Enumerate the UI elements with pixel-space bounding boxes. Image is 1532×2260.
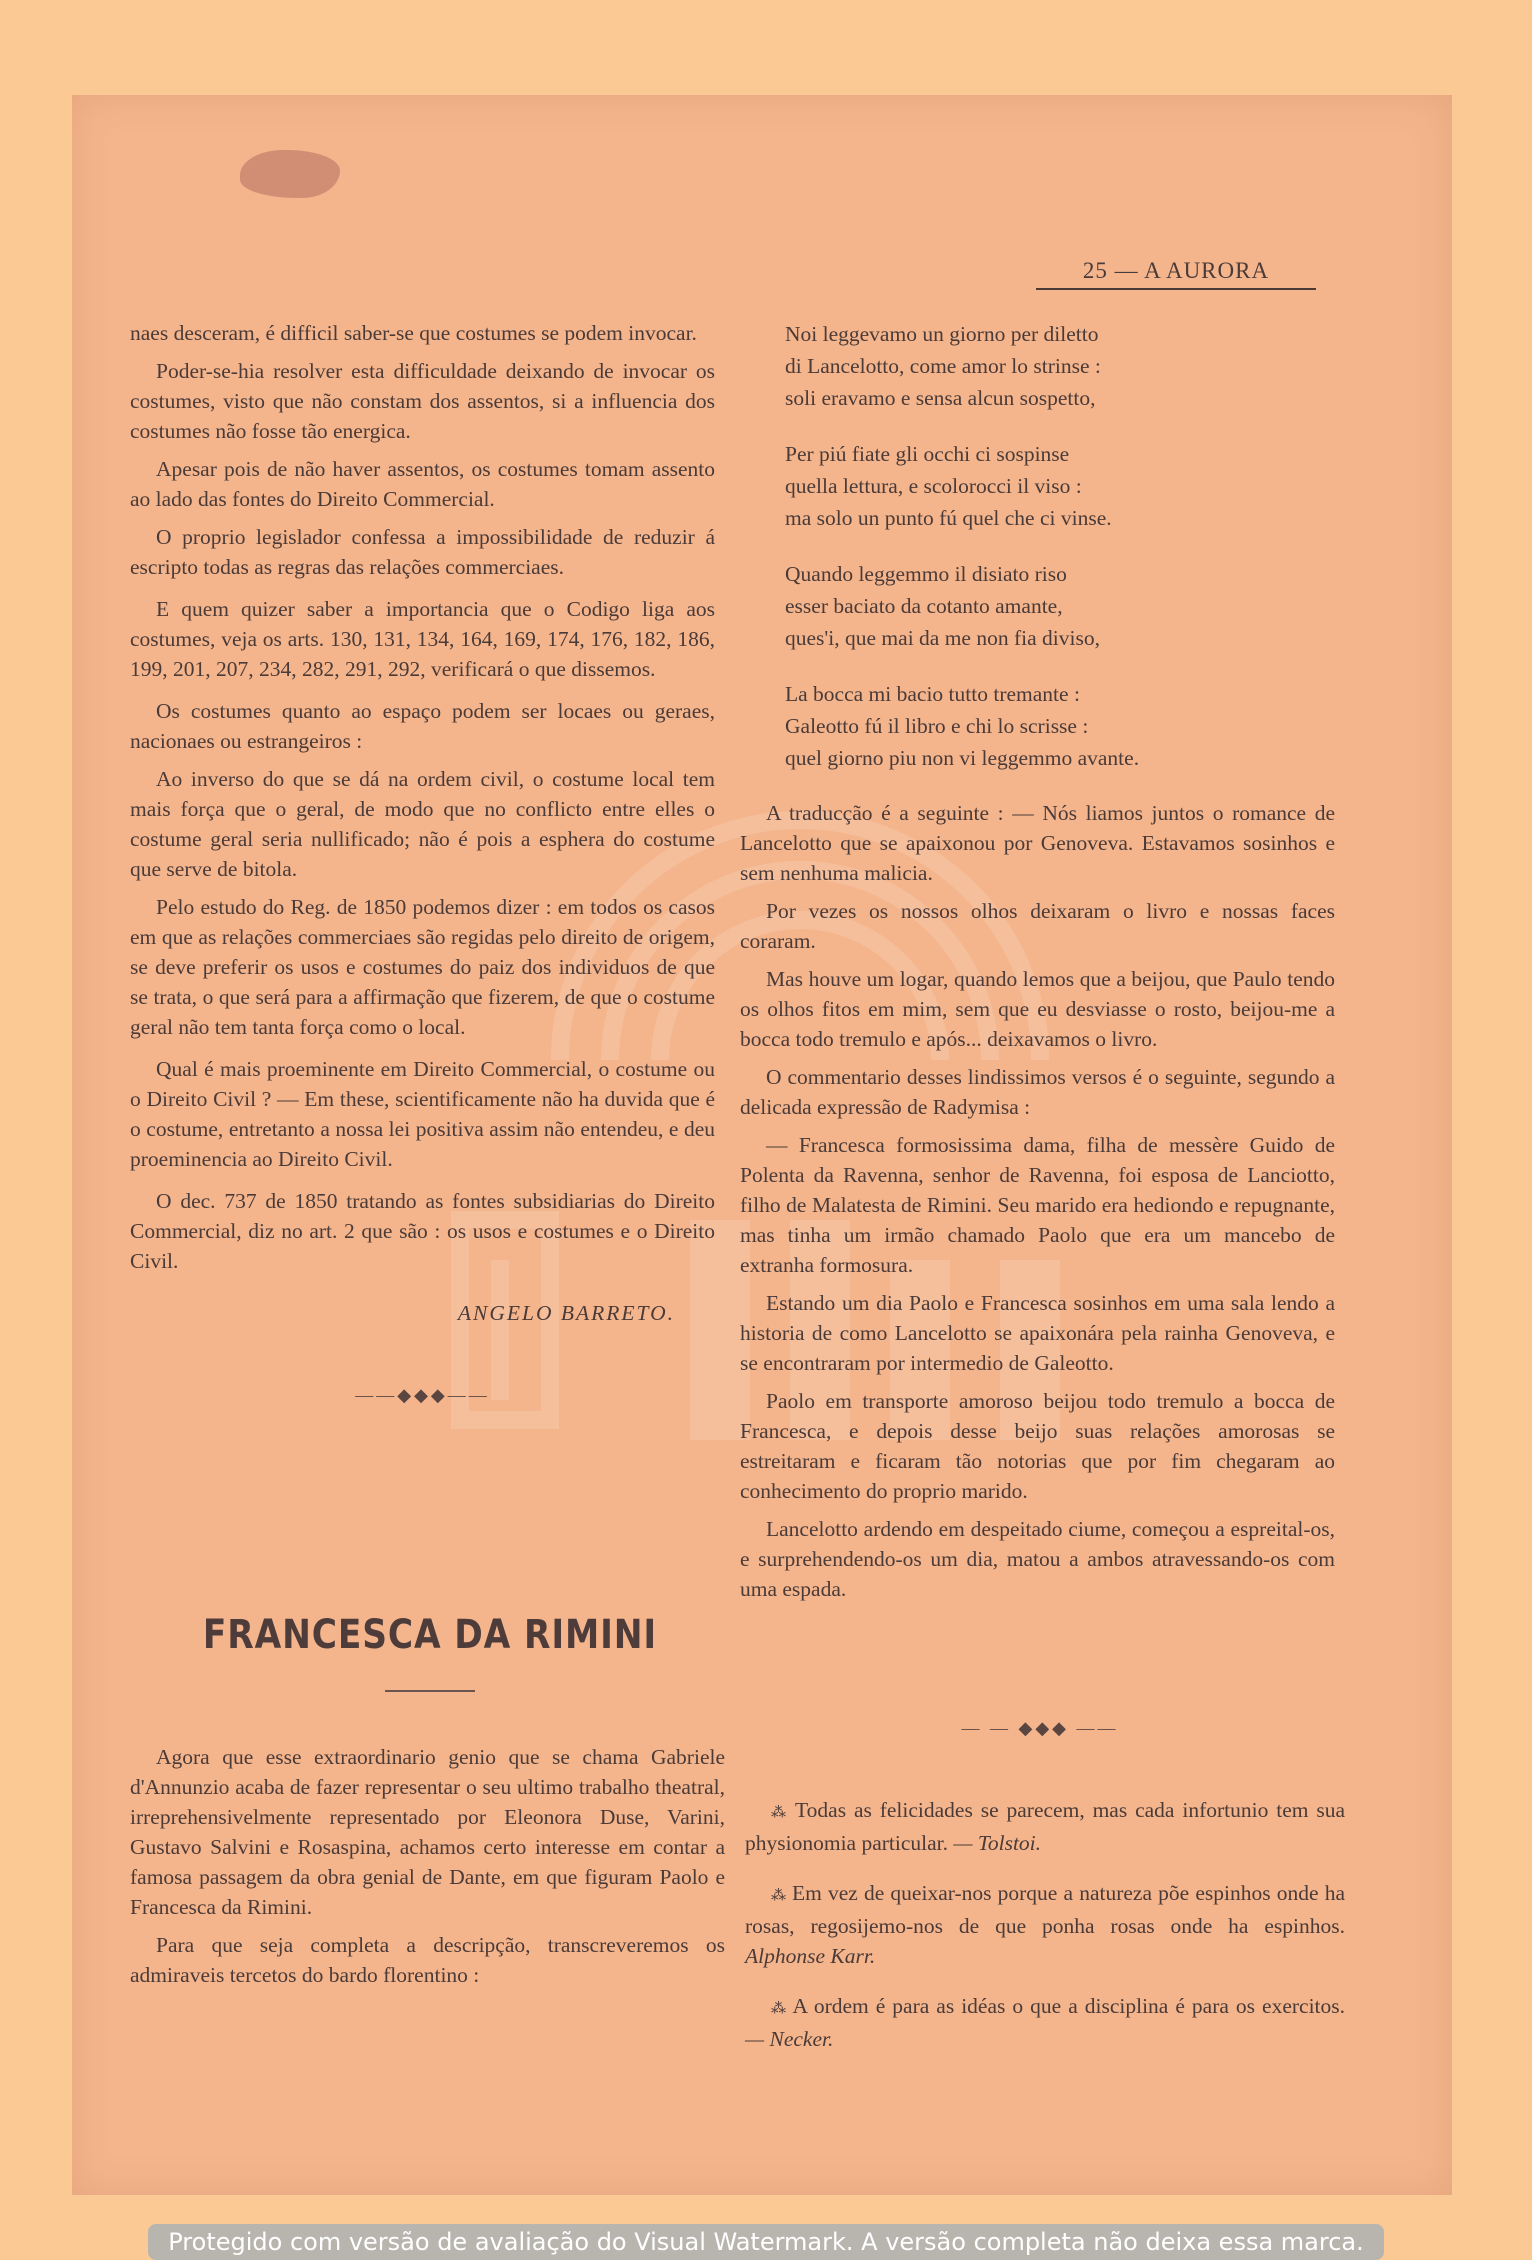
verse-line: Galeotto fú il libro e chi lo scrisse : bbox=[785, 714, 1089, 738]
paragraph: A traducção é a seguinte : — Nós liamos juntos o romance de Lancelotto que se apaixonou por Genoveva. Estavamos sosinhos e sem nenhuma malicia. bbox=[740, 801, 1335, 885]
asterism-icon: ⁂ bbox=[771, 2001, 787, 2017]
paragraph: naes desceram, é difficil saber-se que costumes se podem invocar. bbox=[130, 321, 697, 345]
quote bbox=[745, 1795, 1345, 1858]
watermark-notice: Protegido com versão de avaliação do Visual Watermark. A versão completa não deixa essa marca. bbox=[148, 2224, 1384, 2260]
quote bbox=[745, 1991, 1345, 2054]
quote-text: A ordem é para as idéas o que a disciplina é para os exercitos. bbox=[792, 1994, 1346, 2018]
quote-text: Todas as felicidades se parecem, mas cada infortunio tem sua physionomia particular. bbox=[745, 1798, 1345, 1855]
paragraph: Agora que esse extraordinario genio que se chama Gabriele d'Annunzio acaba de fazer representar o seu ultimo trabalho theatral, irreprehensivelmente representado por Eleonora Duse, Varini, Gustavo Salvini e Rosaspina, achamos certo interesse em contar a famosa passagem da obra genial de Dante, em que figuram Paolo e Francesca da Rimini. bbox=[130, 1745, 725, 1919]
paragraph: Lancelotto ardendo em despeitado ciume, começou a espreital-os, e surprehendendo-os um dia, matou a ambos atravessando-os com uma espada. bbox=[740, 1517, 1335, 1601]
quotes-section bbox=[745, 1795, 1345, 2074]
left-column bbox=[130, 318, 715, 1410]
verse-line: di Lancelotto, come amor lo strinse : bbox=[785, 354, 1101, 378]
ornament-divider: — — ◆◆◆ —— bbox=[961, 1718, 1119, 1738]
paragraph: Os costumes quanto ao espaço podem ser locaes ou geraes, nacionaes ou estrangeiros : bbox=[130, 699, 715, 753]
title-rule bbox=[385, 1690, 475, 1692]
verse-line: ques'i, que mai da me non fia diviso, bbox=[785, 626, 1100, 650]
paragraph: Ao inverso do que se dá na ordem civil, o costume local tem mais força que o geral, de modo que no conflicto entre elles o costume geral seria nullificado; não é pois a esphera do costume que serve de bitola. bbox=[130, 767, 715, 881]
paragraph: Paolo em transporte amoroso beijou todo tremulo a bocca de Francesca, e depois desse beijo suas relações amorosas se estreitaram e ficaram tão notorias que por fim chegaram ao conhecimento do proprio marido. bbox=[740, 1389, 1335, 1503]
tercet bbox=[785, 678, 1335, 774]
paragraph: — Francesca formosissima dama, filha de messère Guido de Polenta da Ravenna, senhor de Ravenna, foi esposa de Lanciotto, filho de Malatesta de Rimini. Seu marido era hediondo e repugnante, mas tinha um irmão chamado Paolo que era um mancebo de extranha formosura. bbox=[740, 1133, 1335, 1277]
paragraph: O proprio legislador confessa a impossibilidade de reduzir á escripto todas as regras das relações commerciaes. bbox=[130, 525, 715, 579]
verse-line: Noi leggevamo un giorno per diletto bbox=[785, 322, 1099, 346]
asterism-icon: ⁂ bbox=[771, 1888, 786, 1904]
paragraph: Por vezes os nossos olhos deixaram o livro e nossas faces coraram. bbox=[740, 899, 1335, 953]
paragraph: O dec. 737 de 1850 tratando as fontes subsidiarias do Direito Commercial, diz no art. 2 que são : os usos e costumes e o Direito Civil. bbox=[130, 1189, 715, 1273]
verse-line: esser baciato da cotanto amante, bbox=[785, 594, 1063, 618]
page-header: 25 — A AURORA bbox=[1036, 258, 1316, 290]
paragraph: Mas houve um logar, quando lemos que a beijou, que Paulo tendo os olhos fitos em mim, sem que eu desviasse o rosto, beijou-me a bocca todo tremulo e após... deixavamos o livro. bbox=[740, 967, 1335, 1051]
verse-line: La bocca mi bacio tutto tremante : bbox=[785, 682, 1080, 706]
verse-line: ma solo un punto fú quel che ci vinse. bbox=[785, 506, 1112, 530]
author-signature: ANGELO BARRETO. bbox=[457, 1301, 675, 1325]
paragraph: Para que seja completa a descripção, transcreveremos os admiraveis tercetos do bardo florentino : bbox=[130, 1933, 725, 1987]
paragraph: Pelo estudo do Reg. de 1850 podemos dizer : em todos os casos em que as relações commerciaes são regidas pelo direito de origem, se deve preferir os usos e costumes do paiz dos individuos de que se trata, o que será para a affirmação que fizerem, de que o costume geral não tem tanta força como o local. bbox=[130, 895, 715, 1039]
tercet bbox=[785, 438, 1335, 534]
quote-author: — Tolstoi. bbox=[953, 1831, 1042, 1855]
paragraph: Estando um dia Paolo e Francesca sosinhos em uma sala lendo a historia de como Lancelotto se apaixonára pela rainha Genoveva, e se encontraram por intermedio de Galeotto. bbox=[740, 1291, 1335, 1375]
verse-line: soli eravamo e sensa alcun sospetto, bbox=[785, 386, 1096, 410]
article-intro bbox=[130, 1742, 725, 1998]
paragraph: E quem quizer saber a importancia que o Codigo liga aos costumes, veja os arts. 130, 131, 134, 164, 169, 174, 176, 182, 186, 199, 201, 207, 234, 282, 291, 292, verificará o que dissemos. bbox=[130, 597, 715, 681]
paragraph: O commentario desses lindissimos versos é o seguinte, segundo a delicada expressão de Radymisa : bbox=[740, 1065, 1335, 1119]
paragraph: Qual é mais proeminente em Direito Commercial, o costume ou o Direito Civil ? — Em these, scientificamente não ha duvida que é o costume, entretanto a nossa lei positiva assim não entendeu, e deu proeminencia ao Direito Civil. bbox=[130, 1057, 715, 1171]
verse-line: quella lettura, e scolorocci il viso : bbox=[785, 474, 1082, 498]
quote bbox=[745, 1878, 1345, 1971]
ornament-divider: ——◆◆◆—— bbox=[355, 1385, 490, 1405]
asterism-icon: ⁂ bbox=[771, 1805, 788, 1821]
article-title: FRANCESCA DA RIMINI bbox=[202, 1612, 658, 1658]
verse-line: Per piú fiate gli occhi ci sospinse bbox=[785, 442, 1070, 466]
quote-author: Alphonse Karr. bbox=[745, 1944, 876, 1968]
quote-text: Em vez de queixar-nos porque a natureza põe espinhos onde ha rosas, regosijemo-nos de que ponha rosas onde ha espinhos. bbox=[745, 1881, 1346, 1938]
tercet bbox=[785, 318, 1335, 414]
tercet bbox=[785, 558, 1335, 654]
paragraph: Poder-se-hia resolver esta difficuldade deixando de invocar os costumes, visto que não constam dos assentos, si a influencia dos costumes não fosse tão energica. bbox=[130, 359, 715, 443]
paper-stain bbox=[240, 150, 340, 198]
paragraph: Apesar pois de não haver assentos, os costumes tomam assento ao lado das fontes do Direito Commercial. bbox=[130, 457, 715, 511]
verse-line: Quando leggemmo il disiato riso bbox=[785, 562, 1067, 586]
verse-line: quel giorno piu non vi leggemmo avante. bbox=[785, 746, 1140, 770]
right-column bbox=[740, 318, 1335, 1612]
quote-author: — Necker. bbox=[745, 2027, 834, 2051]
